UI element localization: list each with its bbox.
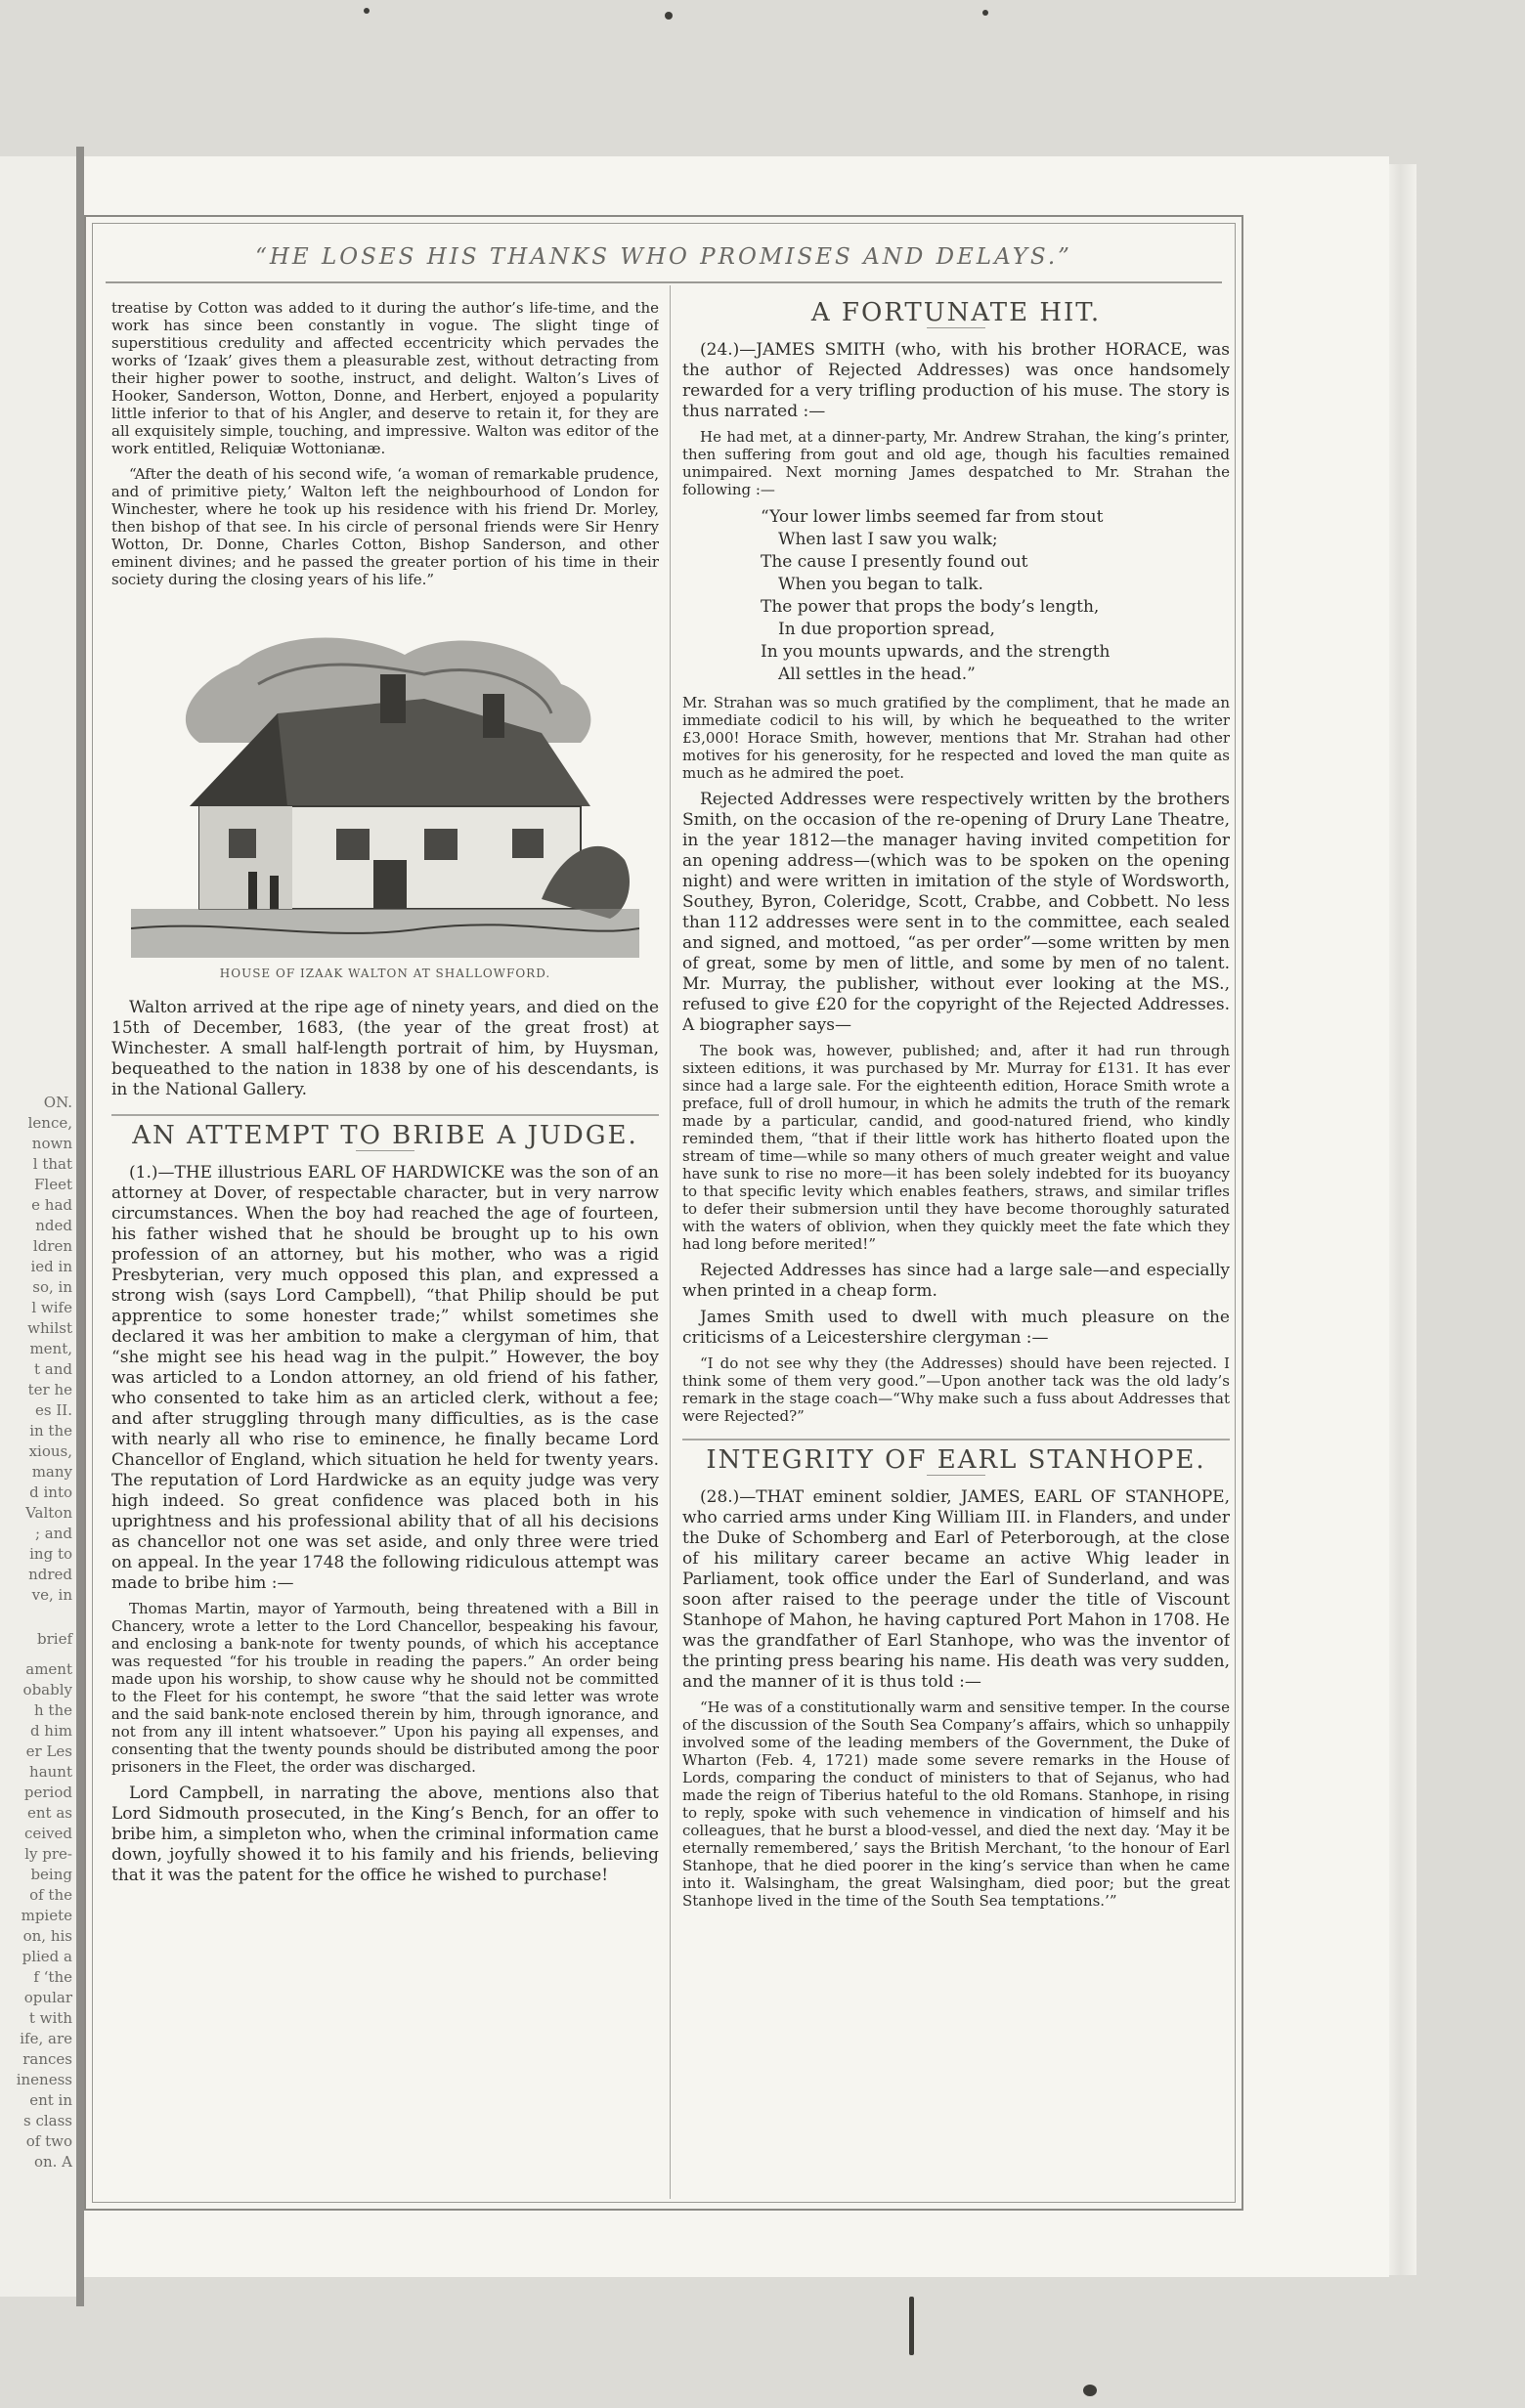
section-title-bribe: AN ATTEMPT TO BRIBE A JUDGE.: [132, 1121, 638, 1150]
poem-line: The cause I presently found out: [761, 552, 1028, 572]
large-sale: Rejected Addresses has since had a large sale—and especially when printed in a cheap form.: [682, 1261, 1230, 1301]
adjacent-left-page: [0, 156, 79, 2297]
left-column: [111, 295, 659, 2199]
left-page-fragment: xious,: [28, 1442, 72, 1460]
after-verse: Mr. Strahan was so much gratified by the compliment, that he made an immediate codicil to his will, by which he bequeathed to the writer £3,000! Horace Smith, however, mentions that Mr. Strahan had other motives for his generosity, for he respected and loved the man quite as much as he admired the poet.: [682, 694, 1230, 782]
stanhope-paragraph: (28.)—THAT eminent soldier, JAMES, EARL OF STANHOPE, who carried arms under King William III. in Flanders, and under the Duke of Schomberg and Earl of Peterborough, at the close of his military career became an active Whig leader in Parliament, took office under the Earl of Sunderland, and was soon after raised to the peerage under the title of Viscount Stanhope of Mahon, he having captured Port Mahon in 1708. He was the grandfather of Earl Stanhope, who was the inventor of the printing press bearing his name. His death was very sudden, and the manner of it is thus told :—: [682, 1487, 1230, 1692]
page-edge: [1389, 164, 1416, 2275]
left-page-fragment: so, in: [32, 1278, 72, 1296]
left-page-fragment: on, his: [22, 1927, 72, 1945]
left-page-fragment: f ‘the: [33, 1968, 72, 1986]
engraving-caption: HOUSE OF IZAAK WALTON AT SHALLOWFORD.: [219, 967, 551, 980]
left-page-fragment: brief: [37, 1630, 72, 1648]
bribe-paragraph: (1.)—THE illustrious EARL OF HARDWICKE was the son of an attorney at Dover, of respectable character, but in very narrow circumstances. When the boy had reached the age of fourteen, his father wished that he should be brought up to his own profession of an attorney, but his mother, who was a rigid Presbyterian, very much opposed this plan, and expressed a strong wish (says Lord Campbell), “that Philip should be put apprentice to some honester trade;” whilst sometimes she declared it was her ambition to make a clergyman of him, that “she might see his head wag in the pulpit.” However, the boy was articled to a London attorney, an old friend of his father, who consented to take him as an articled clerk, without a fee; and after struggling through many difficulties, as is the case with nearly all who rise to eminence, he finally became Lord Chancellor of England, which situation he held for twenty years. The reputation of Lord Hardwicke as an equity judge was very high indeed. So great confidence was placed both in his uprightness and his professional ability that of all his decisions as chancellor not one was set aside, and only three were tried on appeal. In the year 1748 the following ridiculous attempt was made to bribe him :—: [111, 1163, 659, 1593]
bribe-quote: Thomas Martin, mayor of Yarmouth, being threatened with a Bill in Chancery, wrote a letter to the Lord Chancellor, bespeaking his favour, and enclosing a bank-note for twenty pounds, of which his acceptance was requested “for his trouble in reading the papers.” An order being made upon his worship, to show cause why he should not be committed to the Fleet for his contempt, he swore “that the said letter was wrote and the said bank-note enclosed therein by him, through ignorance, and not from any ill intent whatsoever.” Upon his paying all expenses, and consenting that the twenty pounds should be distributed among the poor prisoners in the Fleet, the order was discharged.: [111, 1600, 659, 1776]
left-page-fragment: s class: [22, 2112, 72, 2129]
left-page-fragment: Fleet: [34, 1176, 72, 1193]
left-page-fragment: ly pre-: [24, 1845, 72, 1863]
section-rule: [111, 1114, 659, 1116]
left-page-fragment: ment,: [29, 1340, 72, 1357]
left-page-fragment: period: [23, 1784, 72, 1801]
walton-intro-1: treatise by Cotton was added to it during the author’s life-time, and the work has since been constantly in vogue. The slight tinge of superstitious credulity and affected eccentricity which pervades the works of ‘Izaak’ gives them a pleasurable zest, without detracting from their higher power to soothe, instruct, and delight. Walton’s Lives of Hooker, Sanderson, Wotton, Donne, and Herbert, enjoyed a popularity little inferior to that of his Angler, and deserve to retain it, for they are all exquisitely simple, touching, and impressive. Walton was editor of the work entitled, Reliquiæ Wottonianæ.: [111, 299, 659, 457]
poem: [761, 506, 1230, 686]
left-page-fragment: ON.: [43, 1094, 72, 1111]
left-page-fragment: rances: [22, 2050, 72, 2068]
left-page-fragment: obably: [22, 1681, 72, 1698]
fortunate-intro: (24.)—JAMES SMITH (who, with his brother HORACE, was the author of Rejected Addresses) was once handsomely rewarded for a very trifling production of his muse. The story is thus narrated :—: [682, 340, 1230, 421]
title-rule: [927, 1475, 985, 1476]
poem-line: In you mounts upwards, and the strength: [761, 642, 1111, 662]
left-page-fragment: ineness: [16, 2071, 72, 2088]
left-page-fragment: mpiete: [21, 1907, 72, 1924]
bribe-final: Lord Campbell, in narrating the above, mentions also that Lord Sidmouth prosecuted, in the King’s Bench, for an offer to bribe him, a simpleton who, when the criminal information came down, joyfully showed it to his family and his friends, believing that it was the patent for the office he wished to purchase!: [111, 1784, 659, 1885]
right-column: [682, 295, 1230, 2199]
biographer-quote: The book was, however, published; and, after it had run through sixteen editions, it was purchased by Mr. Murray for £131. It has ever since had a large sale. For the eighteenth edition, Horace Smith wrote a preface, full of droll humour, in which he admits the truth of the remark made by a particular, candid, and good-natured friend, who kindly reminded them, “that if their little work has hitherto floated upon the stream of time—while so many others of much greater weight and value have sunk to rise no more—it has been solely indebted for its buoyancy to that specific levity which enables feathers, straws, and similar trifles to defer their submersion until they have become thoroughly saturated with the waters of oblivion, when they quickly meet the fate which they had long before merited!”: [682, 1042, 1230, 1253]
left-page-fragment: on. A: [33, 2153, 72, 2171]
left-page-fragment: lence,: [27, 1114, 72, 1132]
title-rule: [927, 327, 985, 328]
left-page-fragment: ceived: [23, 1825, 72, 1842]
left-page-fragment: h the: [34, 1701, 72, 1719]
column-divider: [670, 285, 671, 2199]
left-page-fragment: ife, are: [20, 2030, 72, 2047]
rejected-paragraph: Rejected Addresses were respectively written by the brothers Smith, on the occasion of the re-opening of Drury Lane Theatre, in the year 1812—the manager having invited competition for an opening address—(which was to be spoken on the opening night) and were written in imitation of the style of Wordsworth, Southey, Byron, Coleridge, Scott, Crabbe, and Cobbett. No less than 112 addresses were sent in to the committee, each sealed and signed, and mottoed, “as per order”—some written by men of great, some by men of little, and some by men of no talent. Mr. Murray, the publisher, without ever looking at the MS., refused to give £20 for the copyright of the Rejected Addresses. A biographer says—: [682, 790, 1230, 1035]
walton-intro-2: “After the death of his second wife, ‘a woman of remarkable prudence, and of primitive piety,’ Walton left the neighbourhood of London for Winchester, where he took up his residence with his friend Dr. Morley, then bishop of that see. In his circle of personal friends were Sir Henry Wotton, Dr. Donne, Charles Cotton, Bishop Sanderson, and other eminent divines; and he passed the greater portion of his time in their society during the closing years of his life.”: [111, 465, 659, 588]
dwell-paragraph: James Smith used to dwell with much pleasure on the criticisms of a Leicestershire clergyman :—: [682, 1308, 1230, 1348]
fortunate-small: He had met, at a dinner-party, Mr. Andrew Strahan, the king’s printer, then suffering from gout and old age, though his faculties remained unimpaired. Next morning James despatched to Mr. Strahan the following :—: [682, 428, 1230, 498]
left-page-fragment: plied a: [22, 1948, 72, 1965]
poem-line: All settles in the head.”: [778, 665, 976, 684]
left-page-fragment: ; and: [34, 1525, 72, 1542]
section-title-fortunate: A FORTUNATE HIT.: [810, 298, 1102, 327]
left-page-fragment: Valton: [25, 1504, 72, 1522]
head-rule: [106, 281, 1222, 283]
left-page-fragment: t with: [28, 2009, 72, 2027]
left-page-fragment: of the: [29, 1886, 72, 1904]
left-page-fragment: t and: [33, 1360, 72, 1378]
title-rule: [356, 1150, 414, 1151]
left-page-fragment: d him: [29, 1722, 72, 1740]
left-page-fragment: ve, in: [31, 1586, 72, 1604]
left-page-fragment: nown: [31, 1135, 72, 1152]
left-page-fragment: er Les: [25, 1742, 72, 1760]
left-page-fragment: es II.: [35, 1401, 72, 1419]
book-page: [84, 156, 1389, 2277]
left-page-fragment: many: [31, 1463, 72, 1481]
left-page-fragment: ter he: [27, 1381, 72, 1398]
page-frame: [84, 215, 1243, 2211]
left-page-fragment: d into: [29, 1484, 72, 1501]
poem-line: When you began to talk.: [778, 575, 983, 594]
left-page-fragment: of two: [25, 2132, 72, 2150]
house-engraving: [131, 606, 639, 958]
left-page-fragment: l wife: [31, 1299, 72, 1316]
poem-line: The power that props the body’s length,: [761, 597, 1100, 617]
left-page-fragment: l that: [32, 1155, 72, 1173]
poem-line: “Your lower limbs seemed far from stout: [761, 507, 1104, 527]
left-page-fragment: in the: [29, 1422, 72, 1440]
running-head: “HE LOSES HIS THANKS WHO PROMISES AND DELAYS.”: [255, 244, 1072, 270]
left-page-fragment: haunt: [29, 1763, 72, 1781]
left-page-fragment: ied in: [30, 1258, 72, 1275]
left-page-fragment: ldren: [32, 1237, 72, 1255]
book-gutter: [76, 147, 84, 2306]
clergyman-quote: “I do not see why they (the Addresses) should have been rejected. I think some of them very good.”—Upon another tack was the old lady’s remark in the stage coach—“Why make such a fuss about Addresses that were Rejected?”: [682, 1354, 1230, 1425]
left-page-fragment: ent as: [27, 1804, 72, 1822]
stanhope-quote: “He was of a constitutionally warm and sensitive temper. In the course of the discussion of the South Sea Company’s affairs, which so unhappily involved some of the leading members of the Government, the Duke of Wharton (Feb. 4, 1721) made some severe remarks in the House of Lords, comparing the conduct of ministers to that of Sejanus, who had made the reign of Tiberius hateful to the old Romans. Stanhope, in rising to reply, spoke with such vehemence in vindication of himself and his colleagues, that he burst a blood-vessel, and died the next day. ‘May it be eternally remembered,’ says the British Merchant, ‘to the honour of Earl Stanhope, that he died poorer in the king’s service than when he came into it. Walsingham, the great Walsingham, died poor; but the great Stanhope lived in the time of the South Sea temptations.’”: [682, 1698, 1230, 1910]
left-page-fragment: nded: [35, 1217, 72, 1234]
left-page-fragment: ing to: [29, 1545, 72, 1563]
left-page-fragment: being: [30, 1866, 72, 1883]
left-page-fragment: ent in: [29, 2091, 72, 2109]
walton-after-image: Walton arrived at the ripe age of ninety years, and died on the 15th of December, 1683, (the year of the great frost) at Winchester. A small half-length portrait of him, by Huysman, bequeathed to the nation in 1838 by one of his descendants, is in the National Gallery.: [111, 998, 659, 1099]
left-page-fragment: e had: [31, 1196, 72, 1214]
left-page-fragment: ndred: [28, 1566, 72, 1583]
poem-line: In due proportion spread,: [778, 620, 995, 639]
left-page-fragment: whilst: [27, 1319, 72, 1337]
section-rule: [682, 1439, 1230, 1440]
poem-line: When last I saw you walk;: [778, 530, 998, 549]
left-page-fragment: opular: [23, 1989, 72, 2006]
left-page-fragment: ament: [25, 1660, 72, 1678]
section-title-stanhope: INTEGRITY OF EARL STANHOPE.: [706, 1445, 1206, 1475]
